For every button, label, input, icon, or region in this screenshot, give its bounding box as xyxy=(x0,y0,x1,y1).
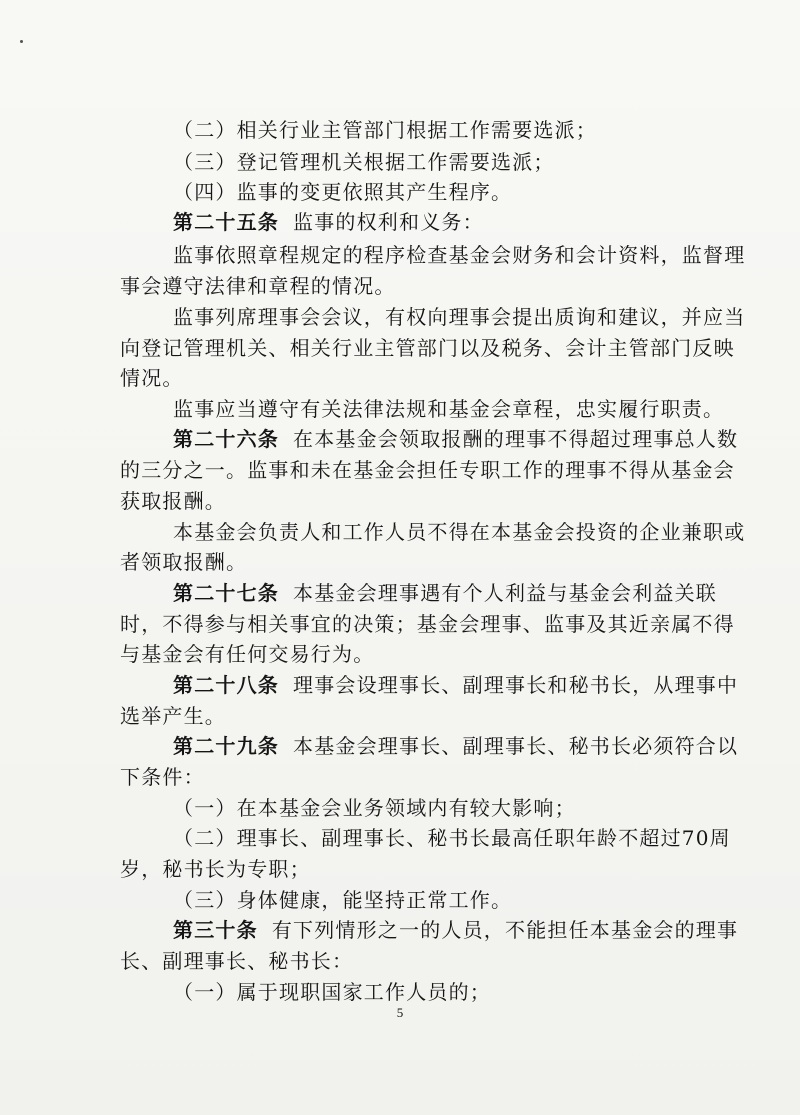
line-text: 者领取报酬。 xyxy=(120,550,248,574)
line-text: 向登记管理机关、相关行业主管部门以及税务、会计主管部门反映 xyxy=(120,336,735,360)
page-number: 5 xyxy=(396,1005,404,1020)
article-heading: 第二十六条 xyxy=(173,427,279,451)
text-line xyxy=(120,641,374,667)
article-heading: 第二十七条 xyxy=(173,581,279,605)
line-text: 监事依照章程规定的程序检查基金会财务和会计资料，监督理 xyxy=(173,243,746,267)
text-line xyxy=(173,825,731,851)
article-heading: 第二十五条 xyxy=(173,210,279,234)
text-line xyxy=(173,396,724,422)
text-line xyxy=(173,179,512,205)
text-line xyxy=(120,703,226,729)
text-line xyxy=(173,733,738,759)
text-line xyxy=(120,549,247,575)
line-text: 在本基金会领取报酬的理事不得超过理事总人数 xyxy=(293,427,739,451)
text-line xyxy=(120,764,205,790)
text-line xyxy=(120,856,311,882)
line-text: 监事列席理事会会议，有权向理事会提出质询和建议，并应当 xyxy=(173,305,746,329)
article-heading: 第二十八条 xyxy=(173,673,279,697)
line-text: （四）监事的变更依照其产生程序。 xyxy=(173,180,513,204)
text-line xyxy=(120,488,226,514)
line-text: 本基金会负责人和工作人员不得在本基金会投资的企业兼职或 xyxy=(173,520,746,544)
line-text: （一）在本基金会业务领域内有较大影响； xyxy=(173,796,576,820)
text-line xyxy=(173,242,745,268)
line-text: 岁，秘书长为专职； xyxy=(120,857,311,881)
line-text: 监事的权利和义务： xyxy=(293,210,484,234)
line-text: 情况。 xyxy=(120,366,184,390)
text-line xyxy=(120,335,735,361)
text-line xyxy=(173,426,738,452)
text-line xyxy=(173,672,738,698)
line-text: （三）身体健康，能坚持正常工作。 xyxy=(173,888,513,912)
article-heading: 第二十九条 xyxy=(173,734,279,758)
text-line xyxy=(173,795,576,821)
text-line xyxy=(120,948,353,974)
line-text: 与基金会有任何交易行为。 xyxy=(120,642,375,666)
text-line xyxy=(173,519,745,545)
text-line xyxy=(173,149,555,175)
text-line xyxy=(173,117,597,143)
line-text: 获取报酬。 xyxy=(120,489,226,513)
line-text: 长、副理事长、秘书长： xyxy=(120,949,354,973)
line-text: （二）理事长、副理事长、秘书长最高任职年龄不超过70周 xyxy=(173,826,731,850)
text-line xyxy=(173,917,738,943)
scan-speck xyxy=(20,40,23,43)
line-text: （二）相关行业主管部门根据工作需要选派； xyxy=(173,118,597,142)
text-line xyxy=(120,273,396,299)
text-line xyxy=(173,979,491,1005)
text-line xyxy=(173,209,484,235)
line-text: 选举产生。 xyxy=(120,704,226,728)
article-heading: 第三十条 xyxy=(173,918,258,942)
line-text: 本基金会理事长、副理事长、秘书长必须符合以 xyxy=(293,734,739,758)
line-text: （三）登记管理机关根据工作需要选派； xyxy=(173,150,555,174)
text-line xyxy=(120,365,184,391)
text-line xyxy=(120,457,735,483)
line-text: 有下列情形之一的人员，不能担任本基金会的理事 xyxy=(271,918,739,942)
line-text: 的三分之一。监事和未在基金会担任专职工作的理事不得从基金会 xyxy=(120,458,735,482)
line-text: 事会遵守法律和章程的情况。 xyxy=(120,274,396,298)
line-text: 监事应当遵守有关法律法规和基金会章程，忠实履行职责。 xyxy=(173,397,725,421)
line-text: 下条件： xyxy=(120,765,205,789)
text-line xyxy=(173,580,717,606)
line-text: 本基金会理事遇有个人利益与基金会利益关联 xyxy=(293,581,717,605)
text-line xyxy=(120,611,735,637)
line-text: 时，不得参与相关事宜的决策；基金会理事、监事及其近亲属不得 xyxy=(120,612,735,636)
line-text: 理事会设理事长、副理事长和秘书长，从理事中 xyxy=(293,673,739,697)
text-line xyxy=(173,887,512,913)
line-text: （一）属于现职国家工作人员的； xyxy=(173,980,491,1004)
text-line xyxy=(173,304,745,330)
